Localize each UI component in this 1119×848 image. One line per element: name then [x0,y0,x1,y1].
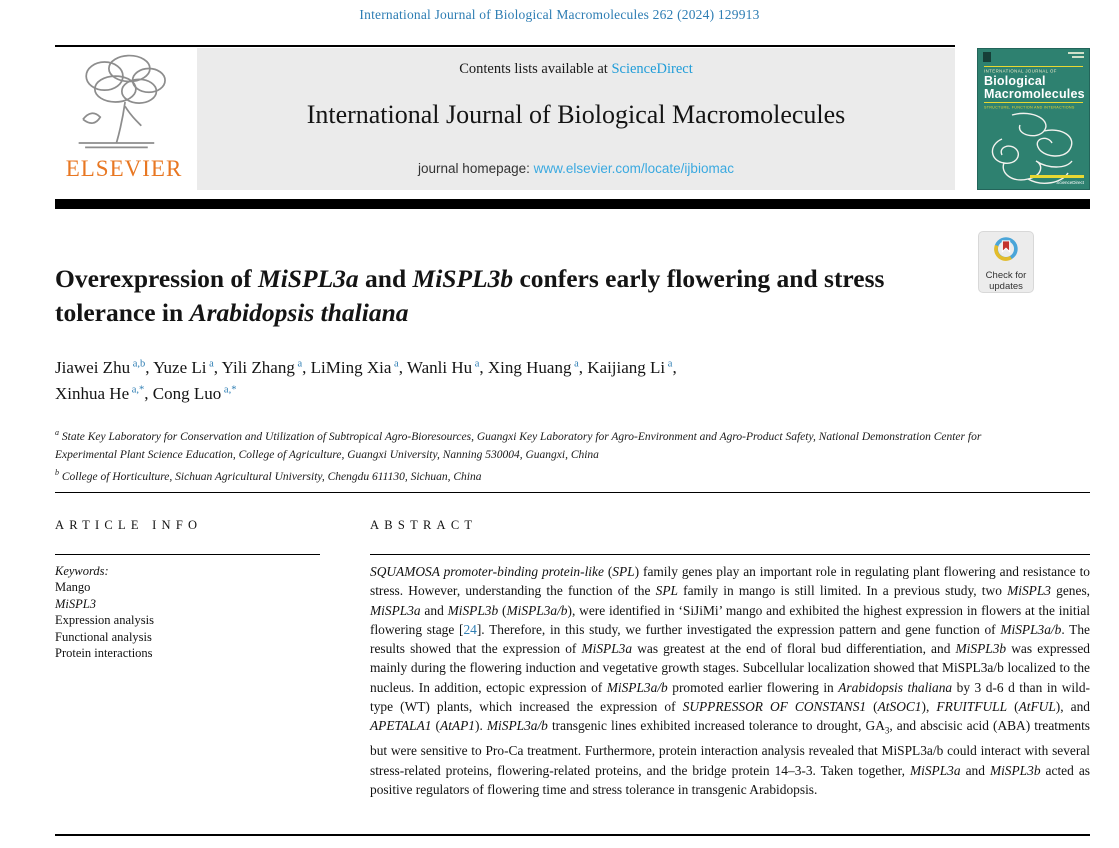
author-affiliation-sup[interactable]: a [472,358,480,370]
text-segment: Arabidopsis thaliana [838,679,953,695]
cover-brand-text: ScienceDirect [1056,180,1084,186]
text-segment: SPL [655,583,678,599]
text-segment: MiSPL3a/b [486,718,548,734]
abstract-rule [370,554,1090,555]
elsevier-tree-icon [70,50,178,154]
text-segment: was greatest at the end of floral bud differentiation, and [632,641,956,657]
text-segment: . The results showed that the expression of [370,621,1090,657]
text-segment: Arabidopsis thaliana [189,298,409,327]
text-segment: by 3 d-6 d than in wild-type (WT) plants, which increased the expression of [370,679,1090,715]
text-segment: MiSPL3a [581,641,633,657]
text-segment: MiSPL3a/b [1000,621,1062,637]
text-segment: transgenic lines exhibited increased tolerance to drought, GA [547,718,885,734]
author-name: Wanli Hu [406,358,473,377]
author-name: Jiawei Zhu [55,358,131,377]
author-name: Kaijiang Li [587,358,666,377]
author-name: LiMing Xia [310,358,392,377]
journal-cover-thumbnail[interactable] [977,48,1090,190]
author-affiliation-sup[interactable]: a,b [130,358,146,370]
homepage-line [197,161,955,176]
text-segment: MiSPL3b [955,641,1007,657]
abstract-column [370,518,1090,799]
header-divider-bar [55,199,1090,209]
text-segment: ) family genes play an important role in regulating plant flowering and resistance to stress. However, understanding the function of the [370,564,1091,599]
cover-series-text: INTERNATIONAL JOURNAL OF [984,69,1057,75]
author-name: Yili Zhang [221,358,295,377]
text-segment: Overexpression of [55,264,259,293]
text-segment: ( [1007,699,1019,715]
text-segment: AtSOC1 [877,699,922,715]
author-name: Xinhua He [55,384,130,403]
keyword-item: Mango [55,580,91,594]
article-info-column [55,518,325,662]
text-segment: acted as positive regulators of flowering time and stress tolerance in transgenic Arabidopsis. [370,762,1090,797]
cover-title-line1: Biological [984,74,1046,88]
cover-accent-rule2 [984,102,1083,103]
text-segment: MiSPL3b [412,264,514,293]
affiliations [55,424,1015,486]
text-segment: , and abscisic acid (ABA) treatments but were sensitive to Pro-Ca treatment. Furthermore, protein interaction analysis revealed that MiSPL3a/b could interact with several stress-related proteins, flowering-related proteins, and the bridge protein 14–3-3. Taken together, [370,718,1091,778]
cover-title-line2: Macromolecules [984,87,1085,101]
section-divider-rule [55,492,1090,493]
text-segment: ). [475,718,487,734]
text-segment: ]. Therefore, in this study, we further investigated the expression pattern and gene function of [476,621,1001,637]
homepage-url-link[interactable]: www.elsevier.com/locate/ijbiomac [533,161,734,176]
elsevier-wordmark: ELSEVIER [65,156,183,181]
author-affiliation-sup[interactable]: a [206,358,214,370]
keyword-item: Protein interactions [55,646,153,660]
text-segment: MiSPL3 [1007,583,1051,599]
elsevier-logo [55,50,193,190]
text-segment: MiSPL3a [909,762,961,778]
text-segment: confers early flowering and stress tolerance in [55,264,885,327]
affiliation-sup: b [55,467,59,477]
crossmark-icon [991,235,1021,265]
text-segment: and [420,602,448,618]
text-segment: ( [431,718,441,734]
text-segment: APETALA1 [370,718,432,734]
journal-citation-link[interactable]: International Journal of Biological Macromolecules 262 (2024) 129913 [359,7,760,22]
text-segment: and [960,762,990,778]
text-segment: 3 [884,726,890,737]
author-affiliation-sup[interactable]: a,* [129,384,145,396]
text-segment: family in mango is still limited. In a previous study, two [677,583,1008,599]
text-segment: ( [603,564,613,579]
text-segment: MiSPL3a/b [506,602,568,618]
article-info-rule [55,554,320,555]
article-info-heading: ARTICLE INFO [55,518,203,532]
banner-top-rule [55,45,955,47]
cover-accent-rule [984,66,1083,67]
text-segment: was expressed mainly during the flowering induction and vegetative growth stages. Subcellular localization showed that MiSPL3a/b localized to the nucleus. In addition, ectopic expression of [370,641,1090,695]
cover-issn-line [1068,52,1084,54]
text-segment: SQUAMOSA promoter-binding protein-like [370,564,604,579]
cover-subtitle: STRUCTURE, FUNCTION AND INTERACTIONS [984,106,1075,110]
contents-line [197,61,955,78]
affiliation-sup: a [55,428,59,437]
author-affiliation-sup[interactable]: a [665,358,673,370]
journal-title: International Journal of Biological Macromolecules [306,100,846,129]
keyword-item: Expression analysis [55,613,154,627]
author-affiliation-sup[interactable]: a [571,358,579,370]
cover-top-marks [978,49,1089,65]
abstract-heading: ABSTRACT [370,518,478,532]
cover-elsevier-mark [983,52,991,62]
sciencedirect-link[interactable]: ScienceDirect [611,61,693,77]
cover-bottom-rule [1030,175,1084,178]
text-segment: ), [921,699,937,715]
cover-issn-line2 [1072,56,1084,58]
reference-link[interactable]: 24 [463,621,477,637]
text-segment: ), and [1055,699,1090,715]
text-segment: ( [498,602,507,618]
text-segment: MiSPL3b [447,602,499,618]
text-segment: MiSPL3a [370,602,421,618]
text-segment: MiSPL3a [258,264,359,293]
keywords-list [55,579,325,662]
text-segment: AtAP1 [440,718,475,734]
text-segment: SPL [612,564,635,579]
author-affiliation-sup[interactable]: a [391,358,399,370]
text-segment: and [358,264,413,293]
keywords-label: Keywords: [55,564,109,578]
text-segment: ), were identified in ‘SiJiMi’ mango and exhibited the highest expression in flowers at the initial flowering stage [ [370,602,1090,637]
journal-banner [197,48,955,190]
text-segment: ( [866,699,878,715]
affiliation: $^a$ State Key Laboratory for Conservation and Utilization of Subtropical Agro-Bioresources, Guangxi Key Laboratory for Agro-Environment and Agro-Product Safety, National Demonstration Center for Experimental Plant Science Education, College of Agriculture, Guangxi University, Nanning 530004, Guangxi, China [55,428,982,461]
author-name: Yuze Li [153,358,207,377]
text-segment: promoted earlier flowering in [667,679,839,695]
author-affiliation-sup[interactable]: a,* [221,384,237,396]
affiliation: $^b$ College of Horticulture, Sichuan Agricultural University, Chengdu 611130, Sichuan, China [55,467,482,483]
badge-label: Check for updates [985,270,1027,292]
cover-bottom [1030,175,1084,186]
check-for-updates-badge[interactable] [978,231,1034,293]
author-name: Cong Luo [152,384,222,403]
author-name: Xing Huang [487,358,572,377]
text-segment: FRUITFULL [936,699,1008,715]
article-title [55,262,971,330]
contents-prefix: Contents lists available at [459,61,612,77]
text-segment: MiSPL3a/b [606,679,668,695]
homepage-prefix: journal homepage: [418,161,534,176]
text-segment: AtFUL [1018,699,1056,715]
keyword-item: MiSPL3 [55,596,96,611]
author-affiliation-sup[interactable]: a [294,358,303,370]
keyword-item: Functional analysis [55,629,152,644]
abstract-text [370,562,1090,799]
text-segment: MiSPL3b [989,762,1041,778]
page-bottom-rule [55,834,1090,836]
text-segment: SUPPRESSOR OF CONSTANS1 [682,699,867,715]
text-segment: genes, [1050,583,1091,599]
author-list: Jiawei Zhu $^{a,b}$, Yuze Li $^a$, Yili Zhang $^a$, LiMing Xia $^a$, Wanli Hu $^a$, Xing Huang $^a$, Kaijiang Li $^a$, Xinhua He $^{a,*}$, Cong Luo $^{a,*}$ [55,358,677,403]
